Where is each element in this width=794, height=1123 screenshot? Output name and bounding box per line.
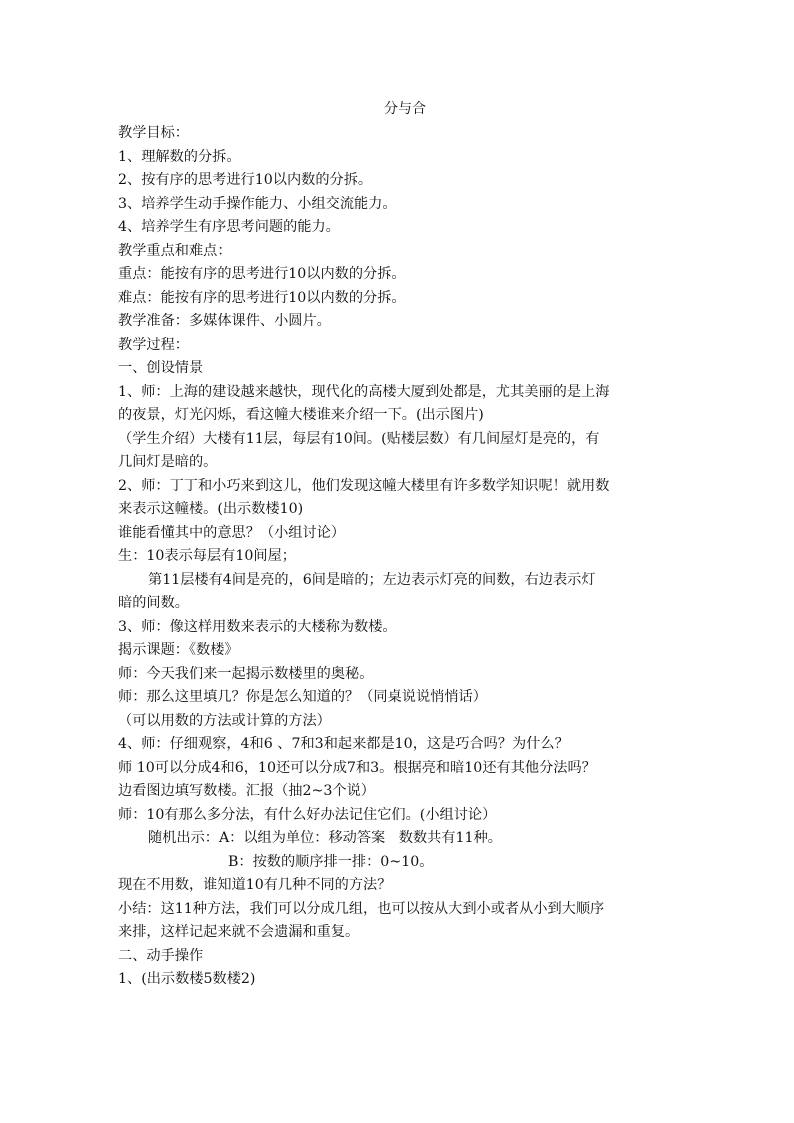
text-line: 教学目标： [118,125,189,141]
text-line: 教学重点和难点： [118,242,232,259]
text-line: 一、创设情景 [118,360,204,376]
text-line: 的夜景，灯光闪烁，看这幢大楼谁来介绍一下。(出示图片) [118,407,484,423]
text-line: 师 10可以分成4和6，10还可以分成7和3。根据亮和暗10还有其他分法吗？ [118,759,596,776]
text-line: 3、师：像这样用数来表示的大楼称为数楼。 [118,618,397,635]
text-line: 4、培养学生有序思考问题的能力。 [118,219,340,235]
text-line: 重点：能按有序的思考进行10以内数的分拆。 [118,266,406,282]
text-line: 第11层楼有4间是亮的，6间是暗的；左边表示灯亮的间数，右边表示灯 [148,571,596,588]
text-line: 暗的间数。 [118,595,189,611]
text-line: 1、(出示数楼5数楼2) [118,971,256,987]
text-line: 2、按有序的思考进行10以内数的分拆。 [118,172,373,188]
document-title: 分与合 [384,101,426,117]
text-line: 生：10表示每层有10间屋； [118,548,296,564]
text-line: 边看图边填写数楼。汇报（抽2~3个说） [118,783,375,799]
text-line: 随机出示：A：以组为单位：移动答案 数数共有11种。 [148,830,502,846]
text-line: 教学准备：多媒体课件、小圆片。 [118,313,331,329]
text-line: （学生介绍）大楼有11层，每层有10间。(贴楼层数）有几间屋灯是亮的，有 [118,430,600,447]
text-line: 小结：这11种方法，我们可以分成几组，也可以按从大到小或者从小到大顺序 [118,900,605,917]
text-line: 3、培养学生动手操作能力、小组交流能力。 [118,195,397,212]
text-line: 1、理解数的分拆。 [118,148,241,165]
text-line: 师：今天我们来一起揭示数楼里的奥秘。 [118,665,374,682]
text-line: 几间灯是暗的。 [118,454,218,470]
document-page [118,98,678,992]
text-line: 来排，这样记起来就不会遗漏和重复。 [118,924,360,940]
text-line: B：按数的顺序排一排：0~10。 [228,853,434,870]
text-line: （可以用数的方法或计算的方法） [118,712,331,729]
text-line: 2、师：丁丁和小巧来到这儿，他们发现这幢大楼里有许多数学知识呢！就用数 [118,477,610,494]
text-line: 1、师：上海的建设越来越快，现代化的高楼大厦到处都是，尤其美丽的是上海 [118,383,610,400]
text-line: 揭示课题：《数楼》 [118,642,239,658]
text-line: 现在不用数，谁知道10有几种不同的方法？ [118,877,392,893]
text-line: 难点：能按有序的思考进行10以内数的分拆。 [118,289,406,306]
text-line: 二、动手操作 [118,947,204,964]
text-line: 师：那么这里填几？你是怎么知道的？（同桌说说悄悄话） [118,689,487,705]
text-line: 4、师：仔细观察，4和6 、7和3和起来都是10，这是巧合吗？为什么？ [118,736,569,752]
text-line: 来表示这幢楼。(出示数楼10) [118,501,304,517]
text-line: 教学过程： [118,336,189,353]
text-line: 谁能看懂其中的意思？（小组讨论） [118,524,346,541]
text-line: 师：10有那么多分法，有什么好办法记住它们。(小组讨论） [118,806,497,823]
